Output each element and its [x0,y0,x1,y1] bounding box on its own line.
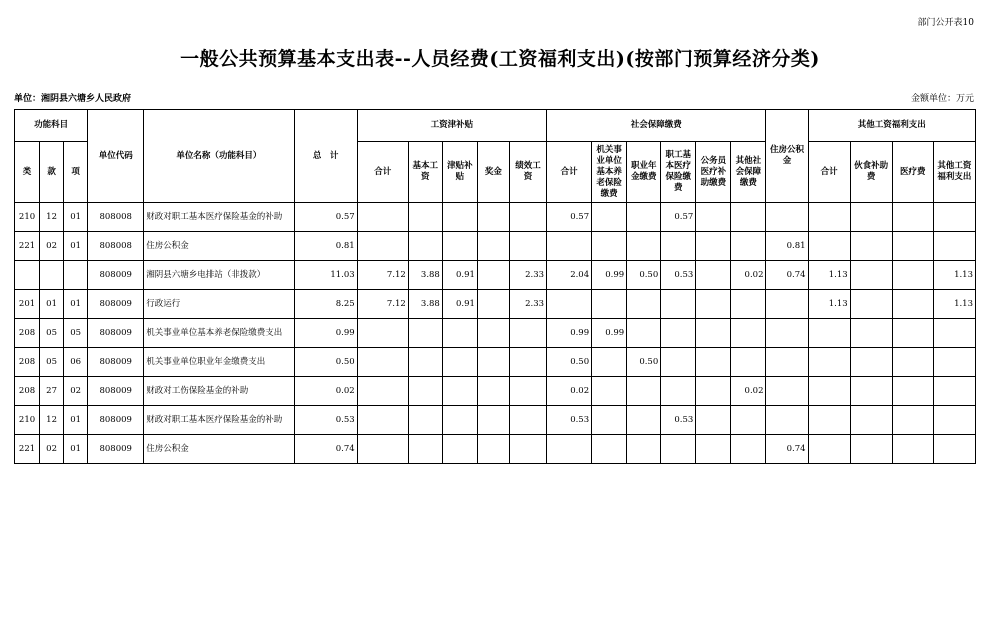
cell-kuan: 12 [40,406,64,435]
cell-pension: 0.99 [592,261,627,290]
cell-other-welfare [933,377,975,406]
cell-pension [592,232,627,261]
cell-lei: 208 [15,319,40,348]
cell-bonus [477,319,509,348]
table-body [15,203,976,464]
header-bonus: 奖金 [477,142,509,203]
cell-lei: 201 [15,290,40,319]
cell-oth-total [808,232,850,261]
cell-meal [850,435,892,464]
cell-annuity [627,203,661,232]
cell-allow [442,232,477,261]
header-total: 总 计 [294,110,357,203]
cell-wage-total [357,435,408,464]
cell-name: 行政运行 [144,290,294,319]
cell-xiang: 05 [64,319,88,348]
cell-kuan: 27 [40,377,64,406]
cell-bonus [477,261,509,290]
cell-soc-total: 0.57 [547,203,592,232]
cell-other-welfare [933,435,975,464]
cell-other-welfare [933,348,975,377]
header-pension: 机关事业单位基本养老保险缴费 [592,142,627,203]
cell-meal [850,348,892,377]
header-unit-name: 单位名称（功能科目） [144,110,294,203]
header-lei: 类 [15,142,40,203]
cell-civil-med [696,348,731,377]
cell-lei: 208 [15,377,40,406]
cell-other-welfare [933,406,975,435]
header-other-group: 其他工资福利支出 [808,110,975,142]
header-kuan: 款 [40,142,64,203]
cell-lei [15,261,40,290]
cell-perf [509,435,546,464]
cell-other-soc: 0.02 [731,377,766,406]
cell-bonus [477,435,509,464]
cell-housing: 0.74 [766,435,808,464]
cell-pension [592,203,627,232]
cell-allow: 0.91 [442,290,477,319]
cell-allow [442,435,477,464]
cell-meal [850,406,892,435]
cell-wage-total [357,377,408,406]
cell-medical [661,377,696,406]
cell-allow: 0.91 [442,261,477,290]
cell-annuity: 0.50 [627,348,661,377]
cell-bonus [477,406,509,435]
cell-basic [408,377,442,406]
cell-basic [408,348,442,377]
cell-kuan: 05 [40,319,64,348]
cell-soc-total: 0.53 [547,406,592,435]
cell-allow [442,377,477,406]
cell-civil-med [696,261,731,290]
cell-name: 湘阴县六塘乡电排站（非拨款） [144,261,294,290]
cell-med-fee [892,232,933,261]
cell-meal [850,232,892,261]
cell-other-soc [731,203,766,232]
cell-kuan: 02 [40,435,64,464]
cell-pension [592,348,627,377]
amount-unit-label: 金额单位：万元 [910,94,974,104]
cell-annuity [627,232,661,261]
cell-name: 住房公积金 [144,435,294,464]
cell-lei: 221 [15,232,40,261]
cell-medical: 0.53 [661,406,696,435]
page-title: 一般公共预算基本支出表--人员经费(工资福利支出)(按部门预算经济分类) [180,48,820,70]
cell-housing [766,290,808,319]
cell-civil-med [696,232,731,261]
cell-basic [408,203,442,232]
cell-perf [509,319,546,348]
cell-soc-total: 2.04 [547,261,592,290]
cell-xiang: 01 [64,203,88,232]
cell-civil-med [696,290,731,319]
cell-med-fee [892,261,933,290]
cell-total: 0.81 [294,232,357,261]
cell-soc-total: 0.99 [547,319,592,348]
cell-pension [592,377,627,406]
cell-name: 财政对职工基本医疗保险基金的补助 [144,406,294,435]
cell-oth-total [808,319,850,348]
table-row [15,232,976,261]
cell-med-fee [892,319,933,348]
cell-name: 住房公积金 [144,232,294,261]
cell-med-fee [892,290,933,319]
cell-lei: 208 [15,348,40,377]
cell-code: 808008 [88,203,144,232]
cell-xiang: 01 [64,406,88,435]
header-social-total: 合计 [547,142,592,203]
cell-medical: 0.53 [661,261,696,290]
cell-oth-total [808,348,850,377]
cell-other-welfare [933,319,975,348]
cell-code: 808009 [88,435,144,464]
header-medical: 职工基本医疗保险缴费 [661,142,696,203]
cell-total: 8.25 [294,290,357,319]
header-civil-medical: 公务员医疗补助缴费 [696,142,731,203]
cell-meal [850,203,892,232]
header-wage-total: 合计 [357,142,408,203]
cell-total: 0.74 [294,435,357,464]
header-medical-fee: 医疗费 [892,142,933,203]
cell-perf [509,377,546,406]
table-row [15,290,976,319]
header-performance-wage: 绩效工资 [509,142,546,203]
header-func-group: 功能科目 [15,110,88,142]
cell-code: 808009 [88,319,144,348]
header-other-social: 其他社会保障缴费 [731,142,766,203]
cell-meal [850,261,892,290]
cell-pension [592,406,627,435]
cell-pension [592,290,627,319]
cell-civil-med [696,319,731,348]
cell-perf [509,406,546,435]
cell-housing [766,377,808,406]
cell-code: 808009 [88,261,144,290]
table-row [15,435,976,464]
cell-meal [850,377,892,406]
cell-basic [408,319,442,348]
cell-oth-total: 1.13 [808,261,850,290]
cell-perf [509,348,546,377]
cell-total: 11.03 [294,261,357,290]
cell-medical [661,319,696,348]
cell-med-fee [892,203,933,232]
cell-housing [766,406,808,435]
cell-total: 0.53 [294,406,357,435]
cell-annuity [627,377,661,406]
header-occupational-annuity: 职业年金缴费 [627,142,661,203]
cell-annuity [627,435,661,464]
cell-annuity: 0.50 [627,261,661,290]
table-row [15,348,976,377]
cell-housing: 0.74 [766,261,808,290]
cell-med-fee [892,348,933,377]
cell-total: 0.57 [294,203,357,232]
cell-code: 808009 [88,406,144,435]
cell-soc-total [547,435,592,464]
header-row-1 [15,110,976,142]
header-other-welfare: 其他工资福利支出 [933,142,975,203]
cell-med-fee [892,377,933,406]
cell-other-soc [731,435,766,464]
cell-wage-total: 7.12 [357,261,408,290]
cell-code: 808009 [88,377,144,406]
budget-table [14,109,976,464]
cell-housing: 0.81 [766,232,808,261]
cell-civil-med [696,203,731,232]
cell-basic [408,232,442,261]
cell-soc-total: 0.50 [547,348,592,377]
cell-annuity [627,319,661,348]
cell-perf [509,232,546,261]
cell-other-welfare: 1.13 [933,290,975,319]
cell-code: 808009 [88,290,144,319]
cell-other-soc: 0.02 [731,261,766,290]
cell-kuan: 01 [40,290,64,319]
cell-meal [850,290,892,319]
cell-soc-total [547,232,592,261]
unit-label: 单位：湘阴县六塘乡人民政府 [14,94,132,104]
cell-wage-total [357,319,408,348]
cell-annuity [627,406,661,435]
cell-perf: 2.33 [509,261,546,290]
cell-kuan: 02 [40,232,64,261]
cell-basic: 3.88 [408,261,442,290]
cell-wage-total: 7.12 [357,290,408,319]
cell-medical [661,290,696,319]
cell-xiang: 02 [64,377,88,406]
cell-other-soc [731,348,766,377]
cell-xiang: 01 [64,290,88,319]
cell-other-soc [731,406,766,435]
cell-wage-total [357,203,408,232]
cell-soc-total: 0.02 [547,377,592,406]
cell-medical [661,348,696,377]
table-number-label: 部门公开表10 [917,18,974,28]
cell-bonus [477,232,509,261]
header-meal: 伙食补助费 [850,142,892,203]
cell-pension [592,435,627,464]
cell-xiang [64,261,88,290]
cell-kuan: 12 [40,203,64,232]
cell-wage-total [357,348,408,377]
cell-oth-total: 1.13 [808,290,850,319]
cell-name: 财政对工伤保险基金的补助 [144,377,294,406]
cell-wage-total [357,232,408,261]
header-xiang: 项 [64,142,88,203]
cell-basic [408,435,442,464]
cell-medical [661,435,696,464]
cell-medical [661,232,696,261]
cell-perf: 2.33 [509,290,546,319]
cell-other-welfare [933,232,975,261]
cell-annuity [627,290,661,319]
cell-allow [442,319,477,348]
header-other-total: 合计 [808,142,850,203]
cell-name: 机关事业单位职业年金缴费支出 [144,348,294,377]
cell-oth-total [808,435,850,464]
cell-allow [442,203,477,232]
cell-civil-med [696,377,731,406]
cell-oth-total [808,406,850,435]
cell-housing [766,203,808,232]
cell-housing [766,348,808,377]
cell-civil-med [696,435,731,464]
cell-xiang: 01 [64,435,88,464]
cell-other-soc [731,232,766,261]
cell-lei: 210 [15,203,40,232]
cell-oth-total [808,377,850,406]
header-unit-code: 单位代码 [88,110,144,203]
cell-kuan: 05 [40,348,64,377]
cell-oth-total [808,203,850,232]
cell-soc-total [547,290,592,319]
header-social-group: 社会保障缴费 [547,110,766,142]
cell-med-fee [892,406,933,435]
cell-total: 0.99 [294,319,357,348]
cell-name: 财政对职工基本医疗保险基金的补助 [144,203,294,232]
cell-total: 0.02 [294,377,357,406]
cell-other-soc [731,290,766,319]
cell-basic [408,406,442,435]
table-row [15,406,976,435]
cell-bonus [477,290,509,319]
cell-perf [509,203,546,232]
table-row [15,377,976,406]
cell-total: 0.50 [294,348,357,377]
cell-xiang: 06 [64,348,88,377]
table-row [15,261,976,290]
header-wage-group: 工资津补贴 [357,110,546,142]
cell-housing [766,319,808,348]
cell-other-soc [731,319,766,348]
table-row [15,203,976,232]
cell-kuan [40,261,64,290]
cell-other-welfare: 1.13 [933,261,975,290]
cell-bonus [477,203,509,232]
cell-pension: 0.99 [592,319,627,348]
cell-basic: 3.88 [408,290,442,319]
cell-civil-med [696,406,731,435]
table-row [15,319,976,348]
cell-med-fee [892,435,933,464]
cell-bonus [477,348,509,377]
cell-wage-total [357,406,408,435]
cell-code: 808009 [88,348,144,377]
cell-xiang: 01 [64,232,88,261]
cell-code: 808008 [88,232,144,261]
cell-name: 机关事业单位基本养老保险缴费支出 [144,319,294,348]
cell-lei: 210 [15,406,40,435]
header-basic-wage: 基本工资 [408,142,442,203]
header-housing: 住房公积金 [766,110,808,203]
cell-other-welfare [933,203,975,232]
cell-medical: 0.57 [661,203,696,232]
cell-bonus [477,377,509,406]
cell-allow [442,348,477,377]
header-allowance: 津贴补贴 [442,142,477,203]
cell-meal [850,319,892,348]
cell-lei: 221 [15,435,40,464]
cell-allow [442,406,477,435]
